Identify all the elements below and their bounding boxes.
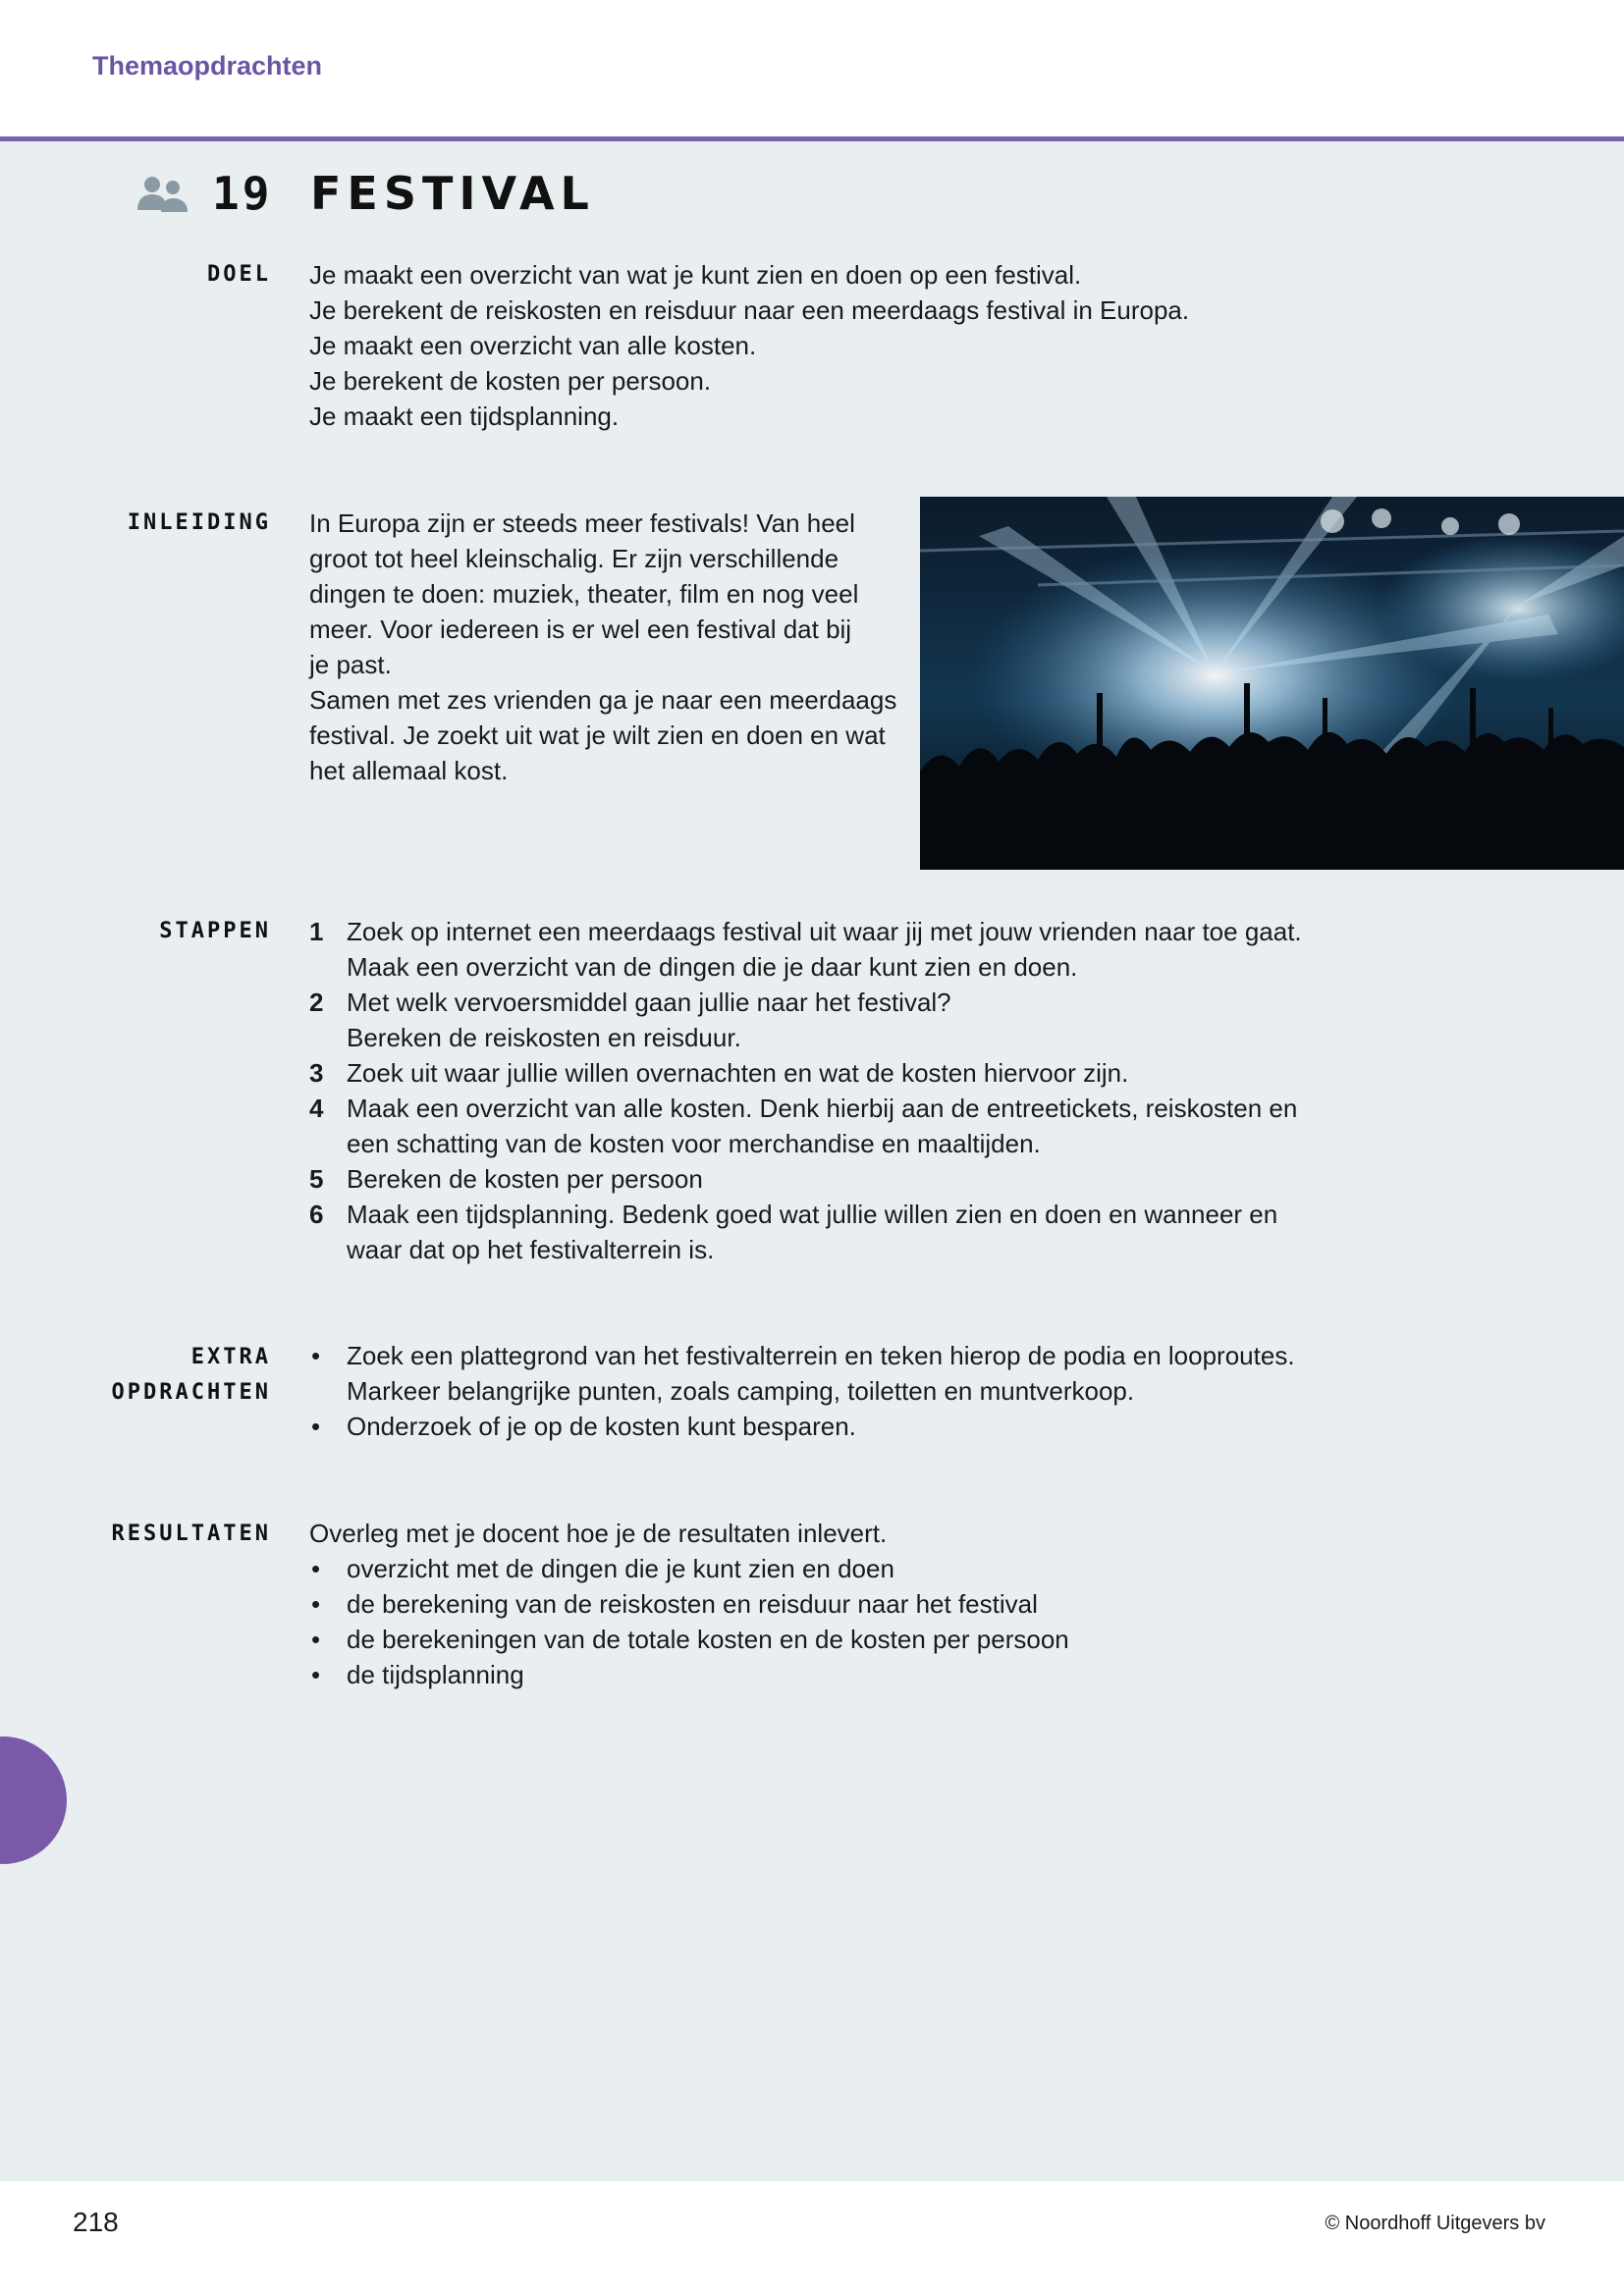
extra-text-cont: Markeer belangrijke punten, zoals camping, toiletten en muntverkoop. [347, 1376, 1135, 1406]
bullet-icon: • [311, 1341, 321, 1370]
step-item [309, 985, 1302, 1055]
doel-line: Je maakt een overzicht van alle kosten. [309, 331, 757, 360]
step-number: 1 [309, 917, 324, 946]
step-number: 2 [309, 988, 324, 1017]
extra-label [55, 1340, 271, 1411]
resultaten-text: de tijdsplanning [347, 1660, 524, 1689]
resultaten-item [309, 1551, 1069, 1586]
doel-line: Je berekent de reiskosten en reisduur naar een meerdaags festival in Europa. [309, 295, 1190, 325]
copyright-notice: © Noordhoff Uitgevers bv [1325, 2213, 1545, 2234]
doel-line: Je maakt een overzicht van wat je kunt zien en doen op een festival. [309, 260, 1082, 290]
step-text: Bereken de kosten per persoon [347, 1164, 703, 1194]
doel-line: Je berekent de kosten per persoon. [309, 366, 712, 396]
resultaten-text: overzicht met de dingen die je kunt zien en doen [347, 1554, 894, 1583]
resultaten-section [309, 1516, 1069, 1692]
step-text: Maak een overzicht van alle kosten. Denk hierbij aan de entreetickets, reiskosten en [347, 1094, 1298, 1123]
stappen-list [309, 914, 1302, 1267]
extra-label-line: EXTRA [190, 1345, 271, 1369]
inleiding-line: Samen met zes vrienden ga je naar een meerdaags [309, 685, 897, 715]
resultaten-item [309, 1586, 1069, 1622]
group-of-people-icon [135, 175, 190, 214]
step-item [309, 1197, 1302, 1267]
assignment-number: 19 [212, 167, 273, 220]
extra-label-line: OPDRACHTEN [111, 1380, 271, 1405]
step-text-cont: Bereken de reiskosten en reisduur. [347, 1023, 741, 1052]
step-number: 6 [309, 1200, 324, 1229]
step-item [309, 1161, 1302, 1197]
step-item [309, 1091, 1302, 1161]
inleiding-label: INLEIDING [127, 510, 271, 535]
doel-section [309, 257, 1189, 434]
extra-text: Onderzoek of je op de kosten kunt besparen. [347, 1412, 856, 1441]
inleiding-line: je past. [309, 650, 392, 679]
extra-item [309, 1338, 1295, 1409]
bullet-icon: • [311, 1412, 321, 1441]
resultaten-text: de berekeningen van de totale kosten en de kosten per persoon [347, 1625, 1069, 1654]
step-number: 4 [309, 1094, 324, 1123]
step-text: Zoek uit waar jullie willen overnachten en wat de kosten hiervoor zijn. [347, 1058, 1129, 1088]
page-header [0, 0, 1624, 138]
resultaten-text: de berekening van de reiskosten en reisduur naar het festival [347, 1589, 1038, 1619]
running-head: Themaopdrachten [92, 51, 323, 80]
extra-text: Zoek een plattegrond van het festivalterrein en teken hierop de podia en looproutes. [347, 1341, 1295, 1370]
bullet-icon: • [311, 1625, 321, 1654]
step-text-cont: een schatting van de kosten voor merchandise en maaltijden. [347, 1129, 1041, 1158]
bullet-icon: • [311, 1554, 321, 1583]
step-text-cont: waar dat op het festivalterrein is. [347, 1235, 715, 1264]
doel-label: DOEL [207, 262, 271, 287]
step-text-cont: Maak een overzicht van de dingen die je daar kunt zien en doen. [347, 952, 1078, 982]
page-number: 218 [73, 2207, 119, 2237]
extra-item [309, 1409, 1295, 1444]
doel-line: Je maakt een tijdsplanning. [309, 401, 620, 431]
inleiding-section [309, 506, 898, 788]
festival-concert-photo [920, 497, 1624, 870]
resultaten-label: RESULTATEN [111, 1522, 271, 1546]
resultaten-intro: Overleg met je docent hoe je de resultaten inlevert. [309, 1519, 888, 1548]
inleiding-line: meer. Voor iedereen is er wel een festival dat bij [309, 614, 852, 644]
inleiding-line: dingen te doen: muziek, theater, film en nog veel [309, 579, 859, 609]
inleiding-line: festival. Je zoekt uit wat je wilt zien en doen en wat [309, 721, 886, 750]
resultaten-item [309, 1657, 1069, 1692]
bullet-icon: • [311, 1589, 321, 1619]
step-text: Zoek op internet een meerdaags festival uit waar jij met jouw vrienden naar toe gaat. [347, 917, 1302, 946]
resultaten-list [309, 1551, 1069, 1692]
page-footer [0, 2181, 1624, 2296]
inleiding-line: het allemaal kost. [309, 756, 509, 785]
step-text: Maak een tijdsplanning. Bedenk goed wat jullie willen zien en doen en wanneer en [347, 1200, 1278, 1229]
step-number: 5 [309, 1164, 324, 1194]
inleiding-line: groot tot heel kleinschalig. Er zijn verschillende [309, 544, 839, 573]
stappen-label: STAPPEN [159, 919, 271, 943]
stappen-section [309, 914, 1302, 1267]
step-number: 3 [309, 1058, 324, 1088]
bullet-icon: • [311, 1660, 321, 1689]
extra-section [309, 1338, 1295, 1444]
step-item [309, 914, 1302, 985]
resultaten-item [309, 1622, 1069, 1657]
step-item [309, 1055, 1302, 1091]
assignment-title: FESTIVAL [310, 167, 595, 220]
inleiding-line: In Europa zijn er steeds meer festivals! Van heel [309, 508, 855, 538]
extra-list [309, 1338, 1295, 1444]
step-text: Met welk vervoersmiddel gaan jullie naar het festival? [347, 988, 951, 1017]
assignment-heading [0, 167, 1624, 226]
